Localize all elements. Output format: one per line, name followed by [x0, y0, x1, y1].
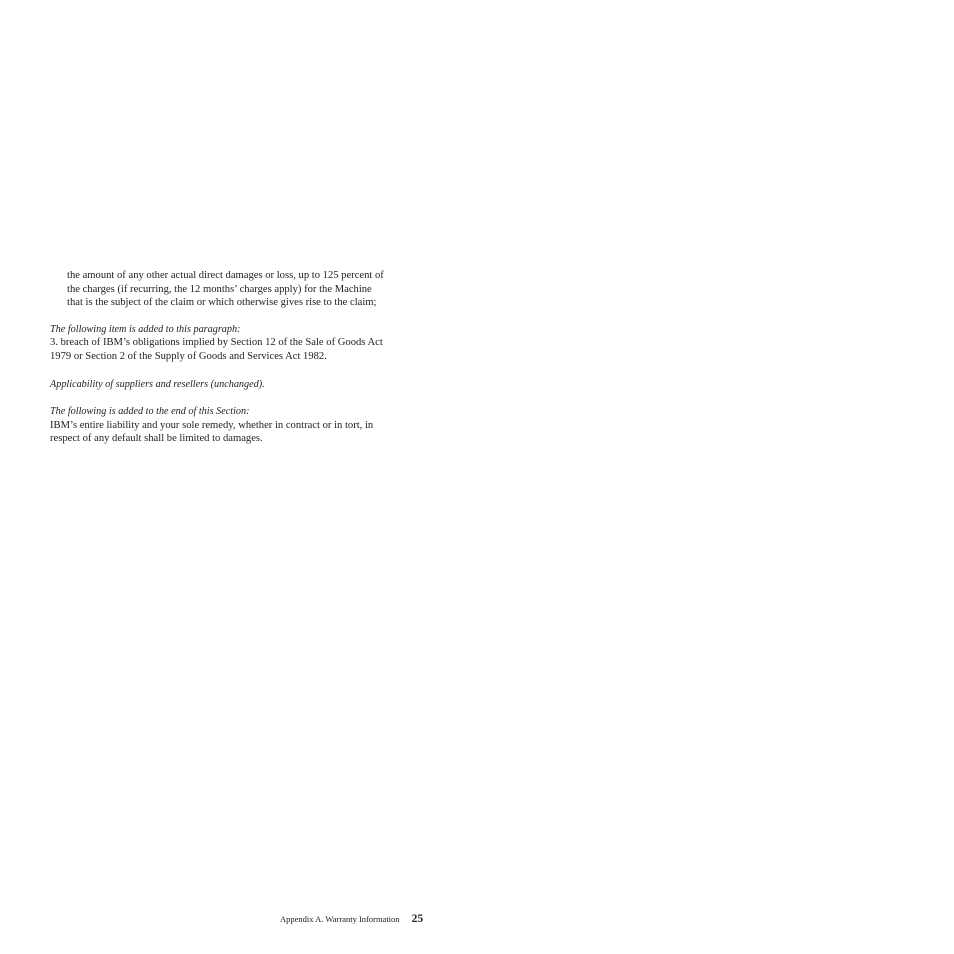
paragraph-line: 1979 or Section 2 of the Supply of Goods and Services Act 1982.	[50, 350, 327, 362]
footer-label: Appendix A. Warranty Information	[280, 914, 400, 924]
page-footer	[280, 912, 423, 926]
paragraph-line: that is the subject of the claim or which otherwise gives rise to the claim;	[67, 297, 377, 309]
section-added-item	[50, 323, 450, 364]
section-lead: Applicability of suppliers and resellers (unchanged).	[50, 378, 265, 390]
page-number: 25	[411, 913, 424, 925]
body-text	[50, 269, 450, 446]
section-lead: The following item is added to this paragraph:	[50, 323, 241, 335]
section-end-addition	[50, 405, 450, 446]
paragraph-line: the charges (if recurring, the 12 months’ charges apply) for the Machine	[67, 283, 372, 295]
section-lead: The following is added to the end of this Section:	[50, 406, 250, 418]
paragraph-line: 3. breach of IBM’s obligations implied by Section 12 of the Sale of Goods Act	[50, 337, 383, 349]
paragraph-line: IBM’s entire liability and your sole remedy, whether in contract or in tort, in	[50, 419, 374, 431]
section-applicability	[50, 378, 450, 392]
indented-paragraph	[50, 269, 450, 310]
paragraph-line: respect of any default shall be limited to damages.	[50, 433, 263, 445]
paragraph-line: the amount of any other actual direct damages or loss, up to 125 percent of	[67, 270, 384, 281]
